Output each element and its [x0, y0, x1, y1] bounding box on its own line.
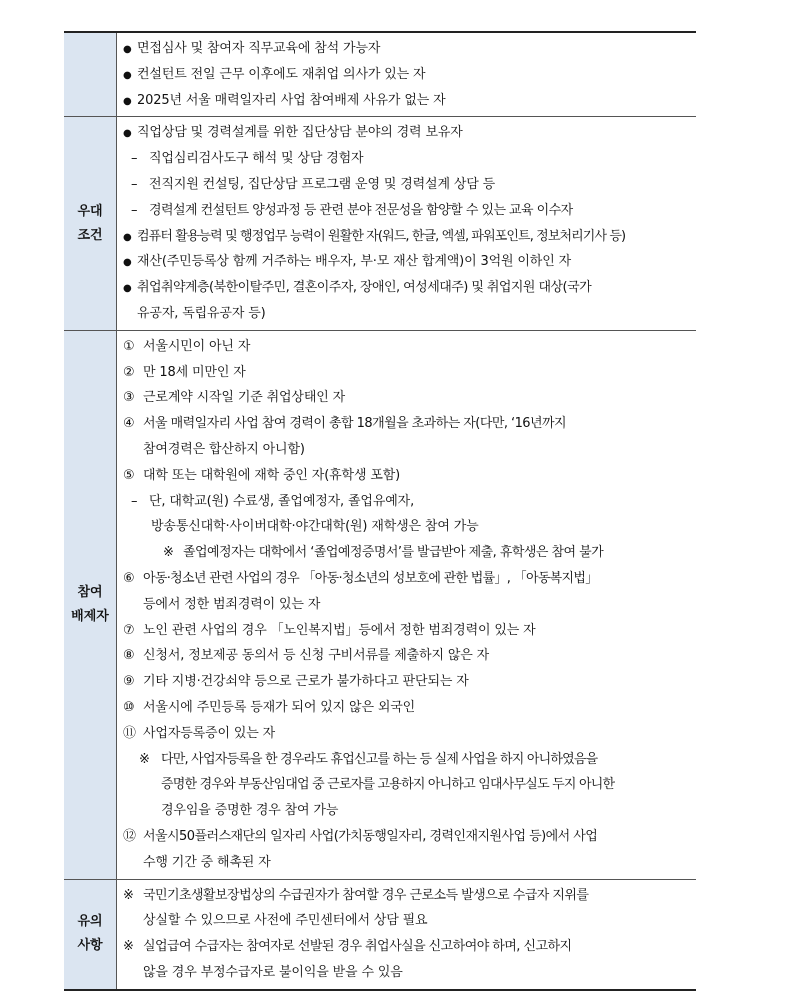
sub-item-continuation: 방송통신대학·사이버대학·야간대학(원) 재학생은 참여 가능 — [151, 519, 479, 535]
item-number: ⑧ — [123, 648, 135, 664]
dash-icon: – — [131, 176, 138, 192]
numbered-item: ③ 근로계약 시작일 기준 취업상태인 자 — [123, 385, 696, 411]
item-number: ② — [123, 364, 135, 380]
numbered-item: ⑫ 서울시50플러스재단의 일자리 사업(가치동행일자리, 경력인재지원사업 등)에서 사업 — [123, 824, 696, 850]
numbered-item: ⑥ 아동·청소년 관련 사업의 경우 「아동·청소년의 성보호에 관한 법률」, 「아동복지법」 — [123, 566, 696, 592]
section-notes — [64, 879, 696, 989]
numbered-item: ⑧ 신청서, 정보제공 동의서 등 신청 구비서류를 제출하지 않은 자 — [123, 643, 696, 669]
section-body-eligibility — [117, 33, 696, 116]
numbered-item: ⑪ 사업자등록증이 있는 자 — [123, 721, 696, 747]
bullet-icon: ● — [123, 257, 132, 269]
bullet-icon: ● — [123, 231, 131, 243]
note-item: ※ 실업급여 수급자는 참여자로 선발된 경우 취업사실을 신고하여야 하며, 신고하지 — [123, 934, 696, 960]
note-item-continuation: 않을 경우 부정수급자로 불이익을 받을 수 있음 — [143, 964, 403, 980]
item-number: ⑨ — [123, 674, 135, 690]
list-item: ● 2025년 서울 매력일자리 사업 참여배제 사유가 없는 자 — [123, 88, 696, 114]
bullet-icon: ● — [123, 44, 132, 55]
bullet-icon: ● — [123, 283, 132, 295]
reference-mark-icon: ※ — [163, 545, 174, 561]
note-item-continuation: 경우임을 증명한 경우 참여 가능 — [161, 803, 339, 819]
item-number: ⑪ — [123, 725, 136, 741]
numbered-item: ⑤ 대학 또는 대학원에 재학 중인 자(휴학생 포함) — [123, 463, 696, 489]
numbered-item: ⑨ 기타 지병·건강쇠약 등으로 근로가 불가하다고 판단되는 자 — [123, 669, 696, 695]
note-item-continuation: 증명한 경우와 부동산임대업 중 근로자를 고용하지 아니하고 임대사무실도 두지 아니한 — [161, 777, 615, 793]
bullet-icon: ● — [123, 95, 132, 107]
item-number: ⑦ — [123, 622, 135, 638]
section-label-exclusion: 참여 배제자 — [64, 331, 117, 879]
list-item-continuation: 유공자, 독립유공자 등) — [137, 305, 266, 321]
numbered-item: ④ 서울 매력일자리 사업 참여 경력이 총합 18개월을 초과하는 자(다만, ‘16년까지 — [123, 411, 696, 437]
section-label-eligibility — [64, 33, 117, 116]
sub-item: – 단, 대학교(원) 수료생, 졸업예정자, 졸업유예자, — [123, 489, 696, 515]
reference-mark-icon: ※ — [123, 887, 134, 903]
note-item: ※ 졸업예정자는 대학에서 ‘졸업예정증명서’를 발급받아 제출, 휴학생은 참여 불가 — [123, 540, 696, 566]
reference-mark-icon: ※ — [139, 751, 150, 767]
section-body-preference — [117, 117, 696, 329]
item-number: ③ — [123, 390, 135, 406]
item-number: ⑥ — [123, 570, 134, 586]
numbered-item: ⑩ 서울시에 주민등록 등재가 되어 있지 않은 외국인 — [123, 695, 696, 721]
section-eligibility — [64, 33, 696, 116]
list-item: ● 직업상담 및 경력설계를 위한 집단상담 분야의 경력 보유자 — [123, 120, 696, 146]
section-label-preference: 우대 조건 — [64, 117, 117, 329]
section-exclusion — [64, 330, 696, 879]
item-number: ⑤ — [123, 467, 135, 483]
note-item: ※ 국민기초생활보장법상의 수급권자가 참여할 경우 근로소득 발생으로 수급자 지위를 — [123, 883, 696, 909]
sub-item: – 전직지원 컨설팅, 집단상담 프로그램 운영 및 경력설계 상담 등 — [123, 172, 696, 198]
list-item: ● 컨설턴트 전일 근무 이후에도 재취업 의사가 있는 자 — [123, 62, 696, 88]
section-label-notes: 유의 사항 — [64, 880, 117, 989]
numbered-item: ⑦ 노인 관련 사업의 경우 「노인복지법」등에서 정한 범죄경력이 있는 자 — [123, 618, 696, 644]
item-number: ⑩ — [123, 699, 135, 715]
numbered-item-continuation: 수행 기간 중 해촉된 자 — [143, 854, 271, 870]
section-preference — [64, 116, 696, 329]
item-number: ④ — [123, 416, 135, 432]
dash-icon: – — [131, 151, 138, 167]
numbered-item-continuation: 등에서 정한 범죄경력이 있는 자 — [143, 596, 321, 612]
bullet-icon: ● — [123, 69, 132, 81]
list-item: ● 컴퓨터 활용능력 및 행정업무 능력이 원활한 자(워드, 한글, 엑셀, 파워포인트, 정보처리기사 등) — [123, 224, 696, 250]
numbered-item-continuation: 참여경력은 합산하지 아니함) — [143, 441, 305, 457]
section-body-exclusion — [117, 331, 696, 879]
sub-item: – 경력설계 컨설턴트 양성과정 등 관련 분야 전문성을 함양할 수 있는 교육 이수자 — [123, 198, 696, 224]
list-item: ● 재산(주민등록상 함께 거주하는 배우자, 부·모 재산 합계액)이 3억원 이하인 자 — [123, 249, 696, 275]
sub-item: – 직업심리검사도구 해석 및 상담 경험자 — [123, 146, 696, 172]
dash-icon: – — [131, 493, 138, 509]
item-number: ⑫ — [123, 828, 136, 844]
note-item-continuation: 상실할 수 있으므로 사전에 주민센터에서 상담 필요 — [143, 913, 428, 929]
numbered-item: ① 서울시민이 아닌 자 — [123, 334, 696, 360]
list-item: ● 면접심사 및 참여자 직무교육에 참석 가능자 — [123, 36, 696, 62]
dash-icon: – — [131, 202, 137, 218]
item-number: ① — [123, 338, 135, 354]
requirements-table — [64, 31, 696, 991]
numbered-item: ② 만 18세 미만인 자 — [123, 360, 696, 386]
bullet-icon: ● — [123, 128, 132, 140]
reference-mark-icon: ※ — [123, 939, 134, 955]
list-item: ● 취업취약계층(북한이탈주민, 결혼이주자, 장애인, 여성세대주) 및 취업지원 대상(국가 — [123, 275, 696, 301]
note-item: ※ 다만, 사업자등록을 한 경우라도 휴업신고를 하는 등 실제 사업을 하지 아니하였음을 — [123, 747, 696, 773]
section-body-notes — [117, 880, 696, 989]
